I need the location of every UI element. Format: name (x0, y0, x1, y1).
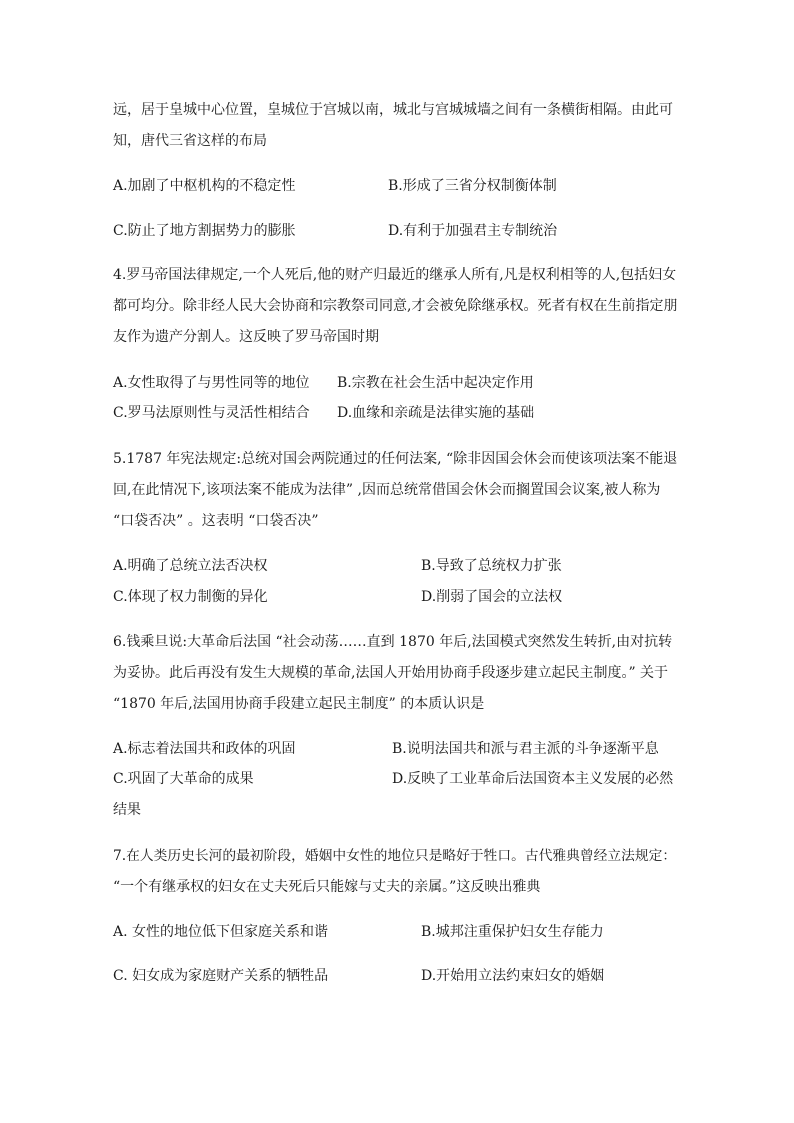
q5-option-b: B.导致了总统权力扩张 (421, 558, 562, 574)
q4-option-d: D.血缘和亲疏是法律实施的基础 (337, 405, 535, 421)
q5-option-d: D.削弱了国会的立法权 (421, 589, 563, 605)
q4-option-b: B.宗教在社会生活中起决定作用 (337, 375, 534, 391)
q7-option-b: B.城邦注重保护妇女生存能力 (421, 924, 604, 940)
q3-option-c: C.防止了地方割据势力的膨胀 (113, 223, 296, 239)
q6-stem-line-2: 为妥协。此后再没有发生大规模的革命,法国人开始用协商手段逐步建立起民主制度。” 关于 (113, 665, 669, 681)
q6-stem-line-3: “1870 年后,法国用协商手段建立起民主制度” 的本质认识是 (113, 696, 485, 712)
q6-option-c: C.巩固了大革命的成果 (113, 771, 254, 787)
q7-option-d: D.开始用立法约束妇女的婚姻 (421, 968, 605, 984)
q7-stem-line-2: “一个有继承权的妇女在丈夫死后只能嫁与丈夫的亲属。”这反映出雅典 (113, 879, 541, 895)
q4-stem-line-1: 4.罗马帝国法律规定,一个人死后,他的财产归最近的继承人所有,凡是权利相等的人,包括妇女 (113, 267, 677, 283)
q5-stem-line-2: 回,在此情况下,该项法案不能成为法律” ,因而总统常借国会休会而搁置国会议案,被人称为 (113, 482, 661, 498)
q4-option-a: A.女性取得了与男性同等的地位 (113, 375, 310, 391)
q3-option-b: B.形成了三省分权制衡体制 (388, 178, 557, 194)
q7-stem-line-1: 7.在人类历史长河的最初阶段，婚姻中女性的地位只是略好于牲口。古代雅典曾经立法规定： (113, 848, 677, 864)
q3-stem-line-2: 知，唐代三省这样的布局 (113, 133, 267, 149)
q6-option-d-continuation: 结果 (113, 802, 141, 818)
q5-option-c: C.体现了权力制衡的异化 (113, 589, 268, 605)
q3-stem-line-1: 远，居于皇城中心位置，皇城位于宫城以南，城北与宫城城墙之间有一条横街相隔。由此可 (113, 102, 673, 118)
q3-option-a: A.加剧了中枢机构的不稳定性 (113, 178, 296, 194)
q6-option-b: B.说明法国共和派与君主派的斗争逐渐平息 (392, 741, 659, 757)
q7-option-a: A. 女性的地位低下但家庭关系和谐 (113, 924, 329, 940)
q4-stem-line-2: 都可均分。除非经人民大会协商和宗教祭司同意,才会被免除继承权。死者有权在生前指定朋 (113, 298, 678, 314)
q4-option-c: C.罗马法原则性与灵活性相结合 (113, 405, 310, 421)
q3-option-d: D.有利于加强君主专制统治 (388, 223, 558, 239)
q6-option-d: D.反映了工业革命后法国资本主义发展的必然 (392, 771, 674, 787)
q6-option-a: A.标志着法国共和政体的巩固 (113, 741, 296, 757)
q5-stem-line-1: 5.1787 年宪法规定:总统对国会两院通过的任何法案, “除非因国会休会而使该项法案不能退 (113, 451, 678, 467)
q5-option-a: A.明确了总统立法否决权 (113, 558, 268, 574)
q5-stem-line-3: “口袋否决” 。这表明 “口袋否决” (113, 513, 319, 529)
q6-stem-line-1: 6.钱乘旦说:大革命后法国 “社会动荡……直到 1870 年后,法国模式突然发生转折,由对抗转 (113, 634, 673, 650)
q4-stem-line-3: 友作为遗产分割人。这反映了罗马帝国时期 (113, 329, 379, 345)
q7-option-c: C. 妇女成为家庭财产关系的牺牲品 (113, 968, 329, 984)
